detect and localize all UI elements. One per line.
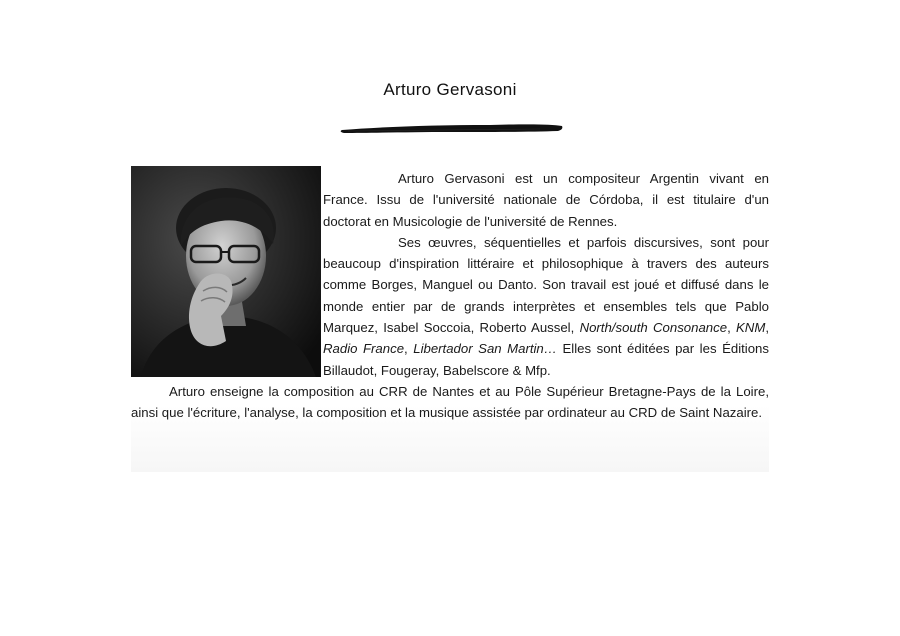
biography-block [131,166,769,472]
bio-paragraph-2-end: Elles sont éditées par les Éditions Billaudot, Fougeray, Babelscore & Mfp. [323,341,769,378]
bio-paragraph-1-text: Arturo Gervasoni est un compositeur Argentin vivant en France. Issu de l'université nationale de Córdoba, il est titulaire d'un doctorat en Musicologie de l'université de Rennes. [323,171,769,229]
separator: , [727,320,731,336]
ensemble-name: Libertador San Martin… [413,341,557,357]
brush-stroke-divider [340,121,564,135]
bio-paragraph-2-text: Ses œuvres, séquentielles et parfois discursives, sont pour beaucoup d'inspiration littéraire et philosophique à travers des auteurs comme Borges, Manguel ou Danto. Son travail est joué et diffusé dans le monde entier par de grands interprètes et ensembles tels que Pablo Marquez, Isabel Soccoia, Roberto Aussel, [323,234,769,336]
separator: , [404,341,408,357]
portrait-photo-icon [131,166,321,377]
bio-paragraph-3-text: Arturo enseigne la composition au CRR de Nantes et au Pôle Supérieur Bretagne-Pays de la Loire, ainsi que l'écriture, l'analyse, la composition et la musique assistée par ordinateur au CRD de Saint Nazaire. [131,383,769,421]
separator: , [765,320,769,336]
ensemble-name: Radio France [323,341,405,357]
page-title: Arturo Gervasoni [383,80,517,99]
ensemble-name: KNM [736,320,766,336]
ensemble-name: North/south Consonance [579,320,728,336]
bio-paragraph-3 [131,381,769,424]
